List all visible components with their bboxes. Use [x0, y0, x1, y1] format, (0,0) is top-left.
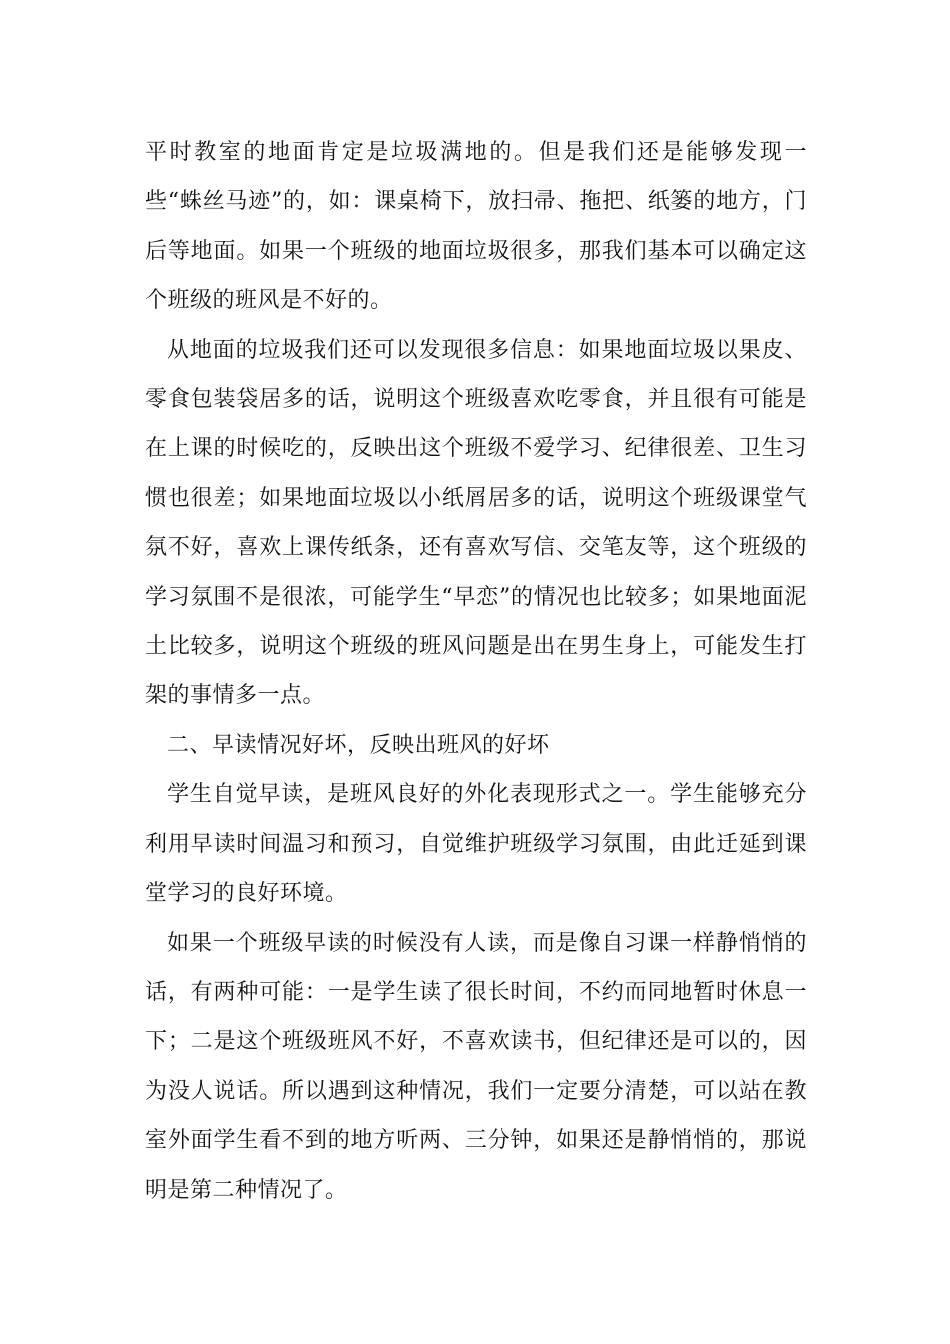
section-heading-morning-reading: 二、早读情况好坏，反映出班风的好坏 [167, 732, 550, 758]
document-body [145, 128, 807, 1215]
paragraph-classroom-floor: 平时教室的地面肯定是垃圾满地的。但是我们还是能够发现一些“蛛丝马迹”的，如：课桌椅下，放扫帚、拖把、纸篓的地方，门后等地面。如果一个班级的地面垃圾很多，那我们基本可以确定这个班级的班风是不好的。 [145, 140, 807, 314]
paragraph-floor-garbage-info: 从地面的垃圾我们还可以发现很多信息：如果地面垃圾以果皮、零食包装袋居多的话，说明这个班级喜欢吃零食，并且很有可能是在上课的时候吃的，反映出这个班级不爱学习、纪律很差、卫生习惯也很差；如果地面垃圾以小纸屑居多的话，说明这个班级课堂气氛不好，喜欢上课传纸条，还有喜欢写信、交笔友等，这个班级的学习氛围不是很浓，可能学生“早恋”的情况也比较多；如果地面泥土比较多，说明这个班级的班风问题是出在男生身上，可能发生打架的事情多一点。 [145, 337, 807, 709]
paragraph-silent-reading: 如果一个班级早读的时候没有人读，而是像自习课一样静悄悄的话，有两种可能：一是学生读了很长时间，不约而同地暂时休息一下；二是这个班级班风不好，不喜欢读书，但纪律还是可以的，因为没人说话。所以遇到这种情况，我们一定要分清楚，可以站在教室外面学生看不到的地方听两、三分钟，如果还是静悄悄的，那说明是第二种情况了。 [145, 930, 807, 1203]
paragraph-self-reading: 学生自觉早读，是班风良好的外化表现形式之一。学生能够充分利用早读时间温习和预习，自觉维护班级学习氛围，由此迁延到课堂学习的良好环境。 [145, 782, 807, 907]
